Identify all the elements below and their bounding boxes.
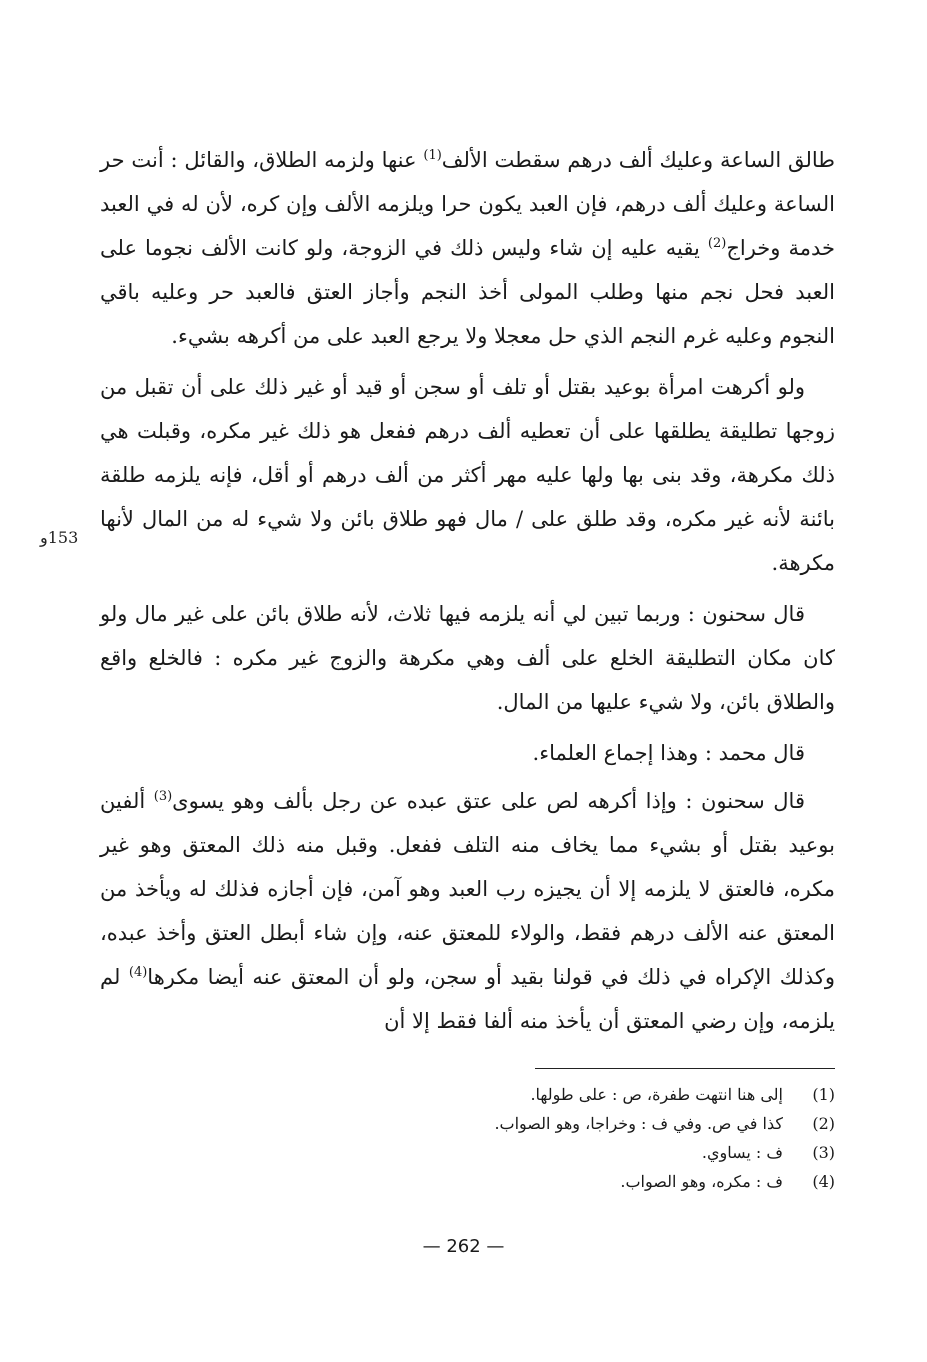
paragraph: قال محمد : وهذا إجماع العلماء. — [532, 741, 805, 765]
footnote-reference: (3) — [153, 789, 173, 804]
paragraph: ولو أكرهت امرأة بوعيد بقتل أو تلف أو سجن أو قيد أو غير ذلك على أن تقبل من زوجها تطليقة يطلقها على أن تعطيه ألف درهم ففعل هو ذلك غير مكره، وقبلت هي ذلك مكرهة، وقد بنى بها ولها عليه مهر أكثر من ألف درهم أو أقل، فإنه يلزمه طلقة بائنة لأنه غير مكره، وقد طلق على / مال فهو طلاق بائن ولا شيء له من المال لأنها مكرهة. — [100, 375, 835, 575]
footnote-reference: (1) — [423, 148, 442, 163]
footnote-number: (1) — [812, 1085, 835, 1104]
paragraph: قال سحنون : وإذا أكرهه لص على عتق عبده عن رجل بألف وهو يسوى$^{(3)}$ ألفين بوعيد بقتل أو بشيء مما يخاف منه التلف ففعل. وقبل منه ذلك المعتق وهو غير مكره، فالعتق لا يلزمه إلا أن يجيزه رب العبد وهو آمن، فإن أجازه فذلك له ويأخذ من المعتق عنه الألف درهم فقط، والولاء للمعتق عنه، وإن شاء أبطل العتق وأخذ عبده، وكذلك الإكراه في ذلك في قولنا بقيد أو سجن، ولو أن المعتق عنه أيضا مكرها$^{(4)}$ لم يلزمه، وإن رضي المعتق أن يأخذ منه ألفا فقط إلا أن — [100, 789, 835, 1033]
footnote — [300, 1080, 835, 1109]
footnote-reference: (4) — [128, 965, 148, 980]
folio-marker: 153و — [40, 528, 79, 547]
footnote-text: إلى هنا انتهت طفرة، ص : على طولها. — [530, 1085, 783, 1104]
footnotes — [300, 1080, 835, 1196]
footnote-text: ف : يساوي. — [701, 1143, 783, 1162]
paragraph: قال سحنون : وربما تبين لي أنه يلزمه فيها ثلاث، لأنه طلاق بائن على غير مال ولو كان مكان التطليقة الخلع على ألف وهي مكرهة والزوج غير مكره : فالخلع واقع والطلاق بائن، ولا شيء عليها من المال. — [100, 602, 835, 714]
footnote-reference: (2) — [707, 236, 727, 251]
footnote-number: (2) — [812, 1114, 835, 1133]
footnote-number: (4) — [812, 1172, 835, 1191]
footnote — [300, 1138, 835, 1167]
footnote-text: كذا في ص. وفي ف : وخراجا، وهو الصواب. — [494, 1114, 783, 1133]
footnote-divider — [535, 1068, 835, 1069]
main-text — [100, 138, 835, 1050]
footnote — [300, 1109, 835, 1138]
page-number: — 262 — — [422, 1236, 505, 1257]
footnote — [300, 1167, 835, 1196]
footnote-number: (3) — [812, 1143, 835, 1162]
footnote-text: ف : مكره، وهو الصواب. — [620, 1172, 783, 1191]
paragraph: طالق الساعة وعليك ألف درهم سقطت الألف$^{(1)}$ عنها ولزمه الطلاق، والقائل : أنت حر الساعة وعليك ألف درهم، فإن العبد يكون حرا ويلزمه الألف وإن كره، لأن له في العبد خدمة وخراج$^{(2)}$ يقيه عليه إن شاء وليس ذلك في الزوجة، ولو كانت الألف نجوما على العبد فحل نجم منها وطلب المولى أخذ النجم وأجاز العتق فالعبد حر وعليه باقي النجوم وعليه غرم النجم الذي حل معجلا ولا يرجع العبد على من أكرهه بشيء. — [100, 148, 835, 348]
